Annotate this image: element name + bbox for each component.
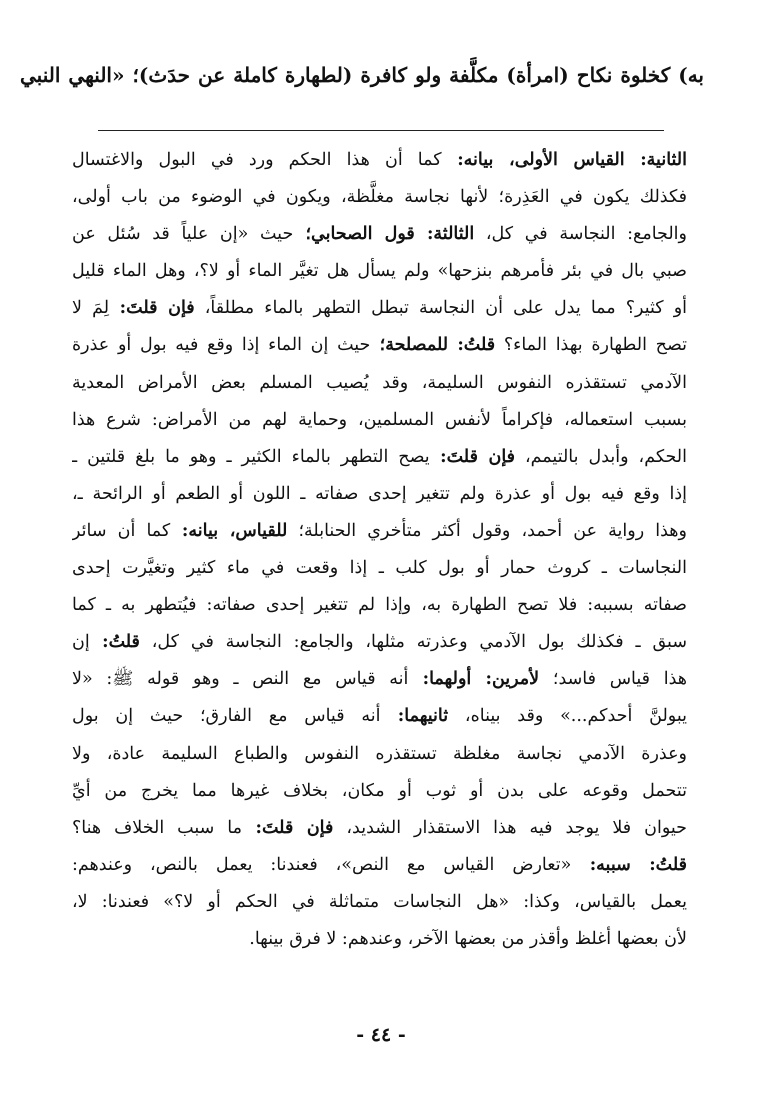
text-segment: يبولنَّ أحدكم...» وقد بيناه، bbox=[448, 706, 687, 727]
bold-keyword: قلتُ: للمصلحة؛ bbox=[370, 335, 496, 356]
text-segment: أنه قياس مع الفارق؛ حيث إن بول bbox=[72, 706, 381, 727]
text-segment: حيث «إن علياً قد سُئل عن bbox=[72, 224, 294, 245]
bold-keyword: للقياس، بيانه: bbox=[170, 520, 288, 541]
text-line bbox=[72, 624, 687, 661]
text-segment: إذا وقع فيه بول أو عذرة ولم تتغير إحدى صفاته ـ اللون أو الطعم أو الرائحة ـ، bbox=[72, 483, 687, 504]
text-segment: كما أن سائر bbox=[72, 520, 171, 541]
text-line bbox=[72, 365, 687, 402]
text-line bbox=[72, 921, 687, 958]
text-line bbox=[72, 810, 687, 847]
text-line bbox=[72, 402, 687, 439]
text-segment: يصح التطهر بالماء الكثير ـ وهو ما بلغ قلتين ـ bbox=[72, 446, 430, 467]
text-line bbox=[72, 179, 687, 216]
text-segment: حيوان فلا يوجد فيه هذا الاستقذار الشديد، bbox=[333, 817, 687, 838]
text-line bbox=[72, 736, 687, 773]
bold-keyword: فإن قلتَ: bbox=[242, 817, 334, 838]
text-segment: حيث إن الماء إذا وقع فيه بول أو عذرة bbox=[72, 335, 371, 356]
text-segment: لِمَ لا bbox=[72, 298, 110, 319]
text-segment: صفاته بسببه: فلا تصح الطهارة به، وإذا لم تتغير إحدى صفاته: فيُتطهر به ـ كما bbox=[72, 595, 687, 616]
text-line bbox=[72, 439, 687, 476]
text-line bbox=[72, 327, 687, 364]
bold-keyword: ثانيهما: bbox=[380, 706, 449, 727]
text-segment: الحكم، وأبدل بالتيمم، bbox=[515, 446, 687, 467]
text-segment: وهذا رواية عن أحمد، وقول أكثر متأخري الحنابلة؛ bbox=[287, 520, 687, 541]
separator-rule bbox=[98, 130, 664, 131]
text-segment: ما سبب الخلاف هنا؟ bbox=[72, 817, 242, 838]
text-line bbox=[72, 290, 687, 327]
text-segment: تتحمل وقوعه على بدن أو ثوب أو مكان، بخلاف غيرها مما يخرج من أيِّ bbox=[72, 780, 687, 801]
bold-keyword: فإن قلتَ: bbox=[429, 446, 516, 467]
text-line bbox=[72, 550, 687, 587]
text-segment: يعمل بالقياس، وكذا: «هل النجاسات متماثلة في الحكم أو لا؟» فعندنا: لا، bbox=[72, 891, 687, 912]
bold-keyword: فإن قلتَ: bbox=[109, 298, 195, 319]
text-line bbox=[72, 661, 687, 698]
text-line bbox=[72, 773, 687, 810]
text-line bbox=[72, 847, 687, 884]
text-line bbox=[72, 476, 687, 513]
text-segment: سبق ـ فكذلك بول الآدمي وعذرته مثلها، والجامع: النجاسة في كل، bbox=[139, 632, 687, 653]
bold-keyword: قلتُ: bbox=[89, 632, 140, 653]
text-segment: وعذرة الآدمي نجاسة مغلظة تستقذره النفوس والطباع السليمة عادة، ولا bbox=[72, 743, 687, 764]
text-segment: كما أن هذا الحكم ورد في البول والاغتسال bbox=[72, 150, 442, 170]
text-segment: صبي بال في بئر فأمرهم بنزحها» ولم يسأل هل تغيَّر الماء أو لا؟، وهل الماء قليل bbox=[72, 261, 687, 282]
bold-keyword: قلتُ: سببه: bbox=[571, 854, 687, 875]
text-line bbox=[72, 216, 687, 253]
text-segment: «تعارض القياس مع النص»، فعندنا: يعمل بالنص، وعندهم: bbox=[72, 854, 572, 875]
bold-keyword: الثالثة: قول الصحابي؛ bbox=[293, 224, 475, 245]
bold-keyword: لأمرين: أولهما: bbox=[408, 669, 540, 690]
text-segment: تصح الطهارة بهذا الماء؟ bbox=[495, 335, 687, 356]
text-line bbox=[72, 253, 687, 290]
text-segment: فكذلك يكون في العَذِرة؛ لأنها نجاسة مغلَّظة، ويكون في الوضوء من باب أولى، bbox=[72, 187, 687, 208]
text-segment: بسبب استعماله، فإكراماً لأنفس المسلمين، وحماية لهم من الأمراض: شرع هذا bbox=[72, 409, 687, 430]
text-segment: النجاسات ـ كروث حمار أو بول كلب ـ إذا وقعت في ماء كثير وتغيَّرت إحدى bbox=[72, 558, 687, 579]
text-segment: أنه قياس مع النص ـ وهو قوله ﷺ: «لا bbox=[72, 669, 409, 690]
text-segment: والجامع: النجاسة في كل، bbox=[474, 224, 687, 245]
text-segment: لأن بعضها أغلظ وأقذر من بعضها الآخر، وعندهم: لا فرق بينها. bbox=[249, 928, 687, 949]
text-line bbox=[72, 884, 687, 921]
text-segment: الآدمي تستقذره النفوس السليمة، وقد يُصيب المسلم بعض الأمراض المعدية bbox=[72, 372, 687, 393]
text-segment: أو كثير؟ مما يدل على أن النجاسة تبطل التطهر بالماء مطلقاً، bbox=[194, 298, 687, 319]
text-segment: هذا قياس فاسد؛ bbox=[539, 669, 687, 690]
text-segment: إن bbox=[72, 632, 90, 653]
text-line bbox=[72, 142, 687, 179]
matn-header-line: به) كخلوة نكاح (امرأة) مكلَّفة ولو كافرة (لطهارة كاملة عن حدَث)؛ «النهي النبي bbox=[20, 63, 704, 87]
text-line bbox=[72, 698, 687, 735]
text-line bbox=[72, 587, 687, 624]
bold-keyword: الثانية: القياس الأولى، بيانه: bbox=[441, 150, 687, 170]
text-line bbox=[72, 513, 687, 550]
page-number: - ٤٤ - bbox=[356, 1024, 406, 1046]
commentary-body bbox=[72, 142, 687, 958]
